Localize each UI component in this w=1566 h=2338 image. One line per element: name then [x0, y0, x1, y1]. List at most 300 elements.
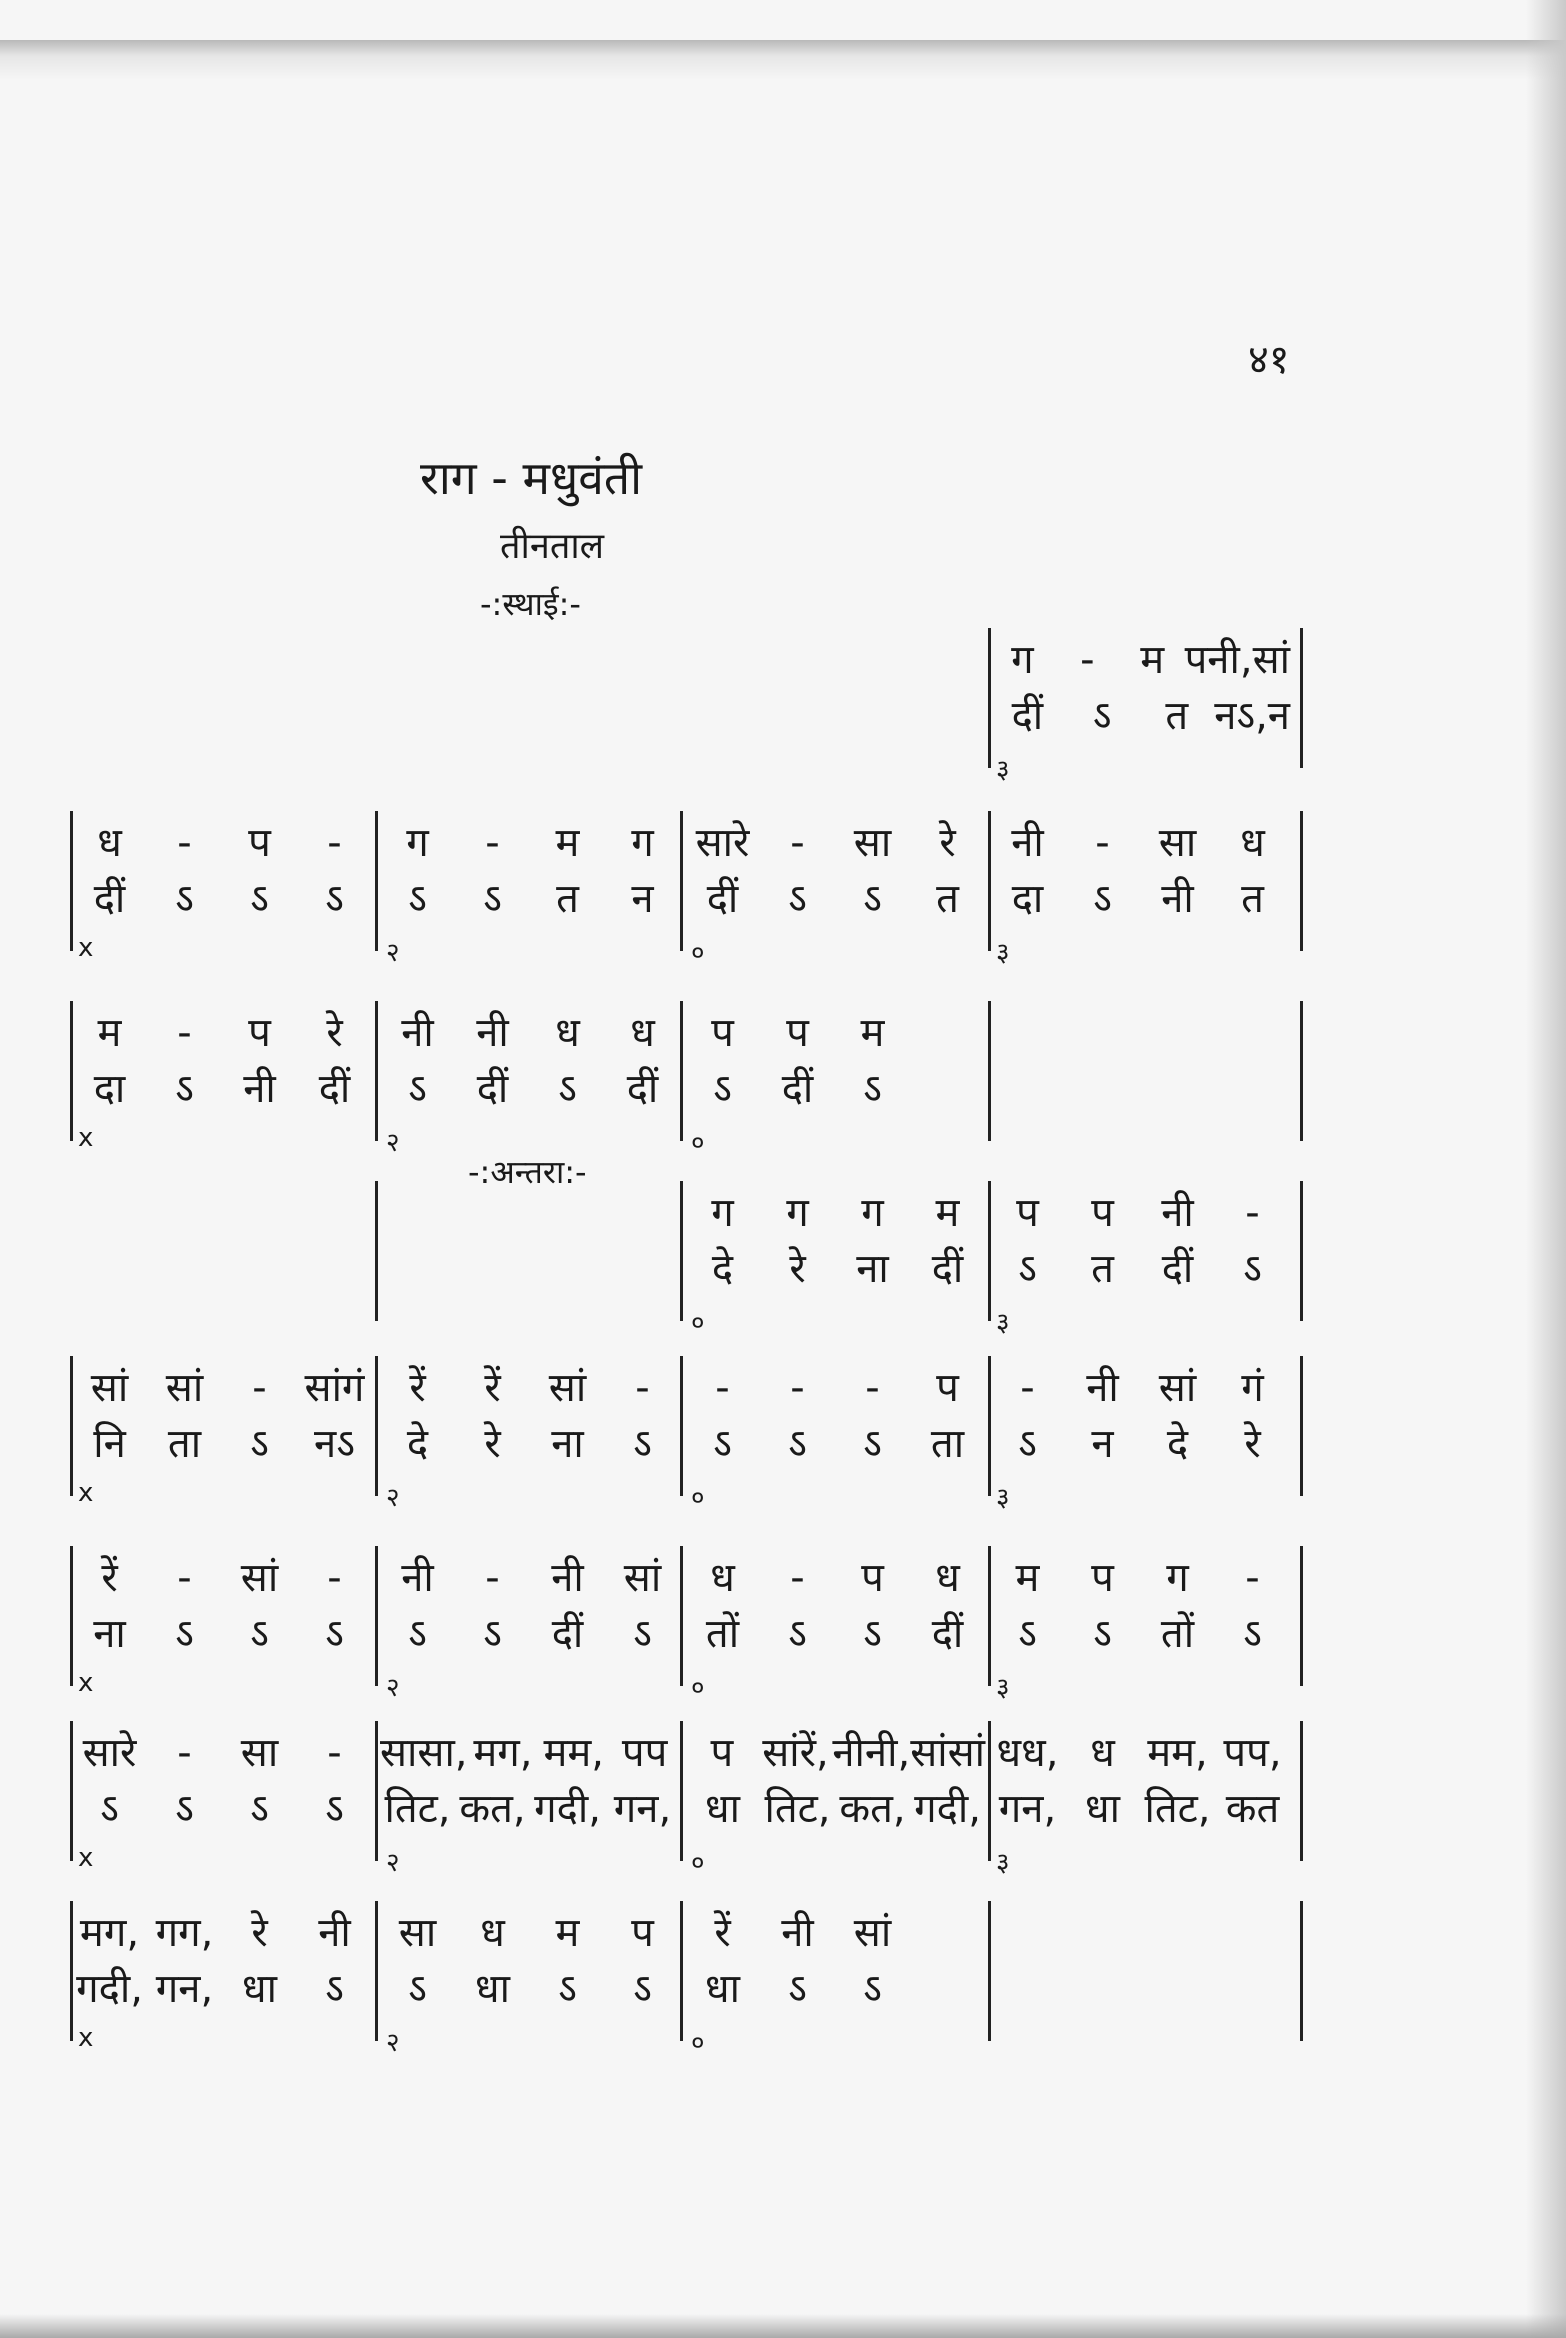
- swara-line: [990, 1550, 1290, 1606]
- swara-note: सांसां: [910, 1730, 985, 1776]
- taal-mark: ३: [996, 938, 1010, 968]
- vibhag-bar: [1300, 1181, 1303, 1321]
- bol-syllable: ऽ: [325, 1611, 344, 1657]
- vibhag-bar: [988, 1001, 991, 1141]
- bol-syllable: [380, 1241, 455, 1297]
- bol-syllable: [1215, 1061, 1290, 1117]
- swara-note: सां: [548, 1365, 587, 1411]
- bol-syllable: ऽ: [175, 876, 194, 922]
- swara-note: -: [327, 1730, 342, 1776]
- swara-note: रे: [939, 820, 956, 866]
- notation-cell: [685, 815, 985, 968]
- swara-note: -: [485, 1555, 500, 1601]
- notation-cell: [72, 1005, 372, 1153]
- bol-syllable: रे: [789, 1246, 806, 1292]
- vibhag-bar: [70, 811, 73, 951]
- scan-top-shadow: [0, 40, 1566, 80]
- taal-mark: ३: [996, 755, 1010, 785]
- notation-cell: [380, 1725, 680, 1878]
- notation-cell: [380, 1550, 680, 1703]
- bol-syllable: तिट,: [384, 1786, 451, 1832]
- bol-syllable: ना: [856, 1246, 889, 1292]
- swara-note: -: [327, 820, 342, 866]
- bol-line: [380, 1416, 680, 1472]
- bol-syllable: ऽ: [788, 876, 807, 922]
- vibhag-bar: [988, 1901, 991, 2041]
- swara-note: रे: [251, 1910, 268, 1956]
- swara-note: सा: [1158, 820, 1197, 866]
- swara-note: म: [935, 1190, 960, 1236]
- swara-line: [990, 1725, 1290, 1781]
- taal-mark: ०: [691, 938, 705, 968]
- swara-note: प: [1091, 1190, 1114, 1236]
- taal-mark: x: [78, 933, 94, 963]
- swara-note: -: [1245, 1190, 1260, 1236]
- swara-note: -: [177, 1555, 192, 1601]
- bol-line: [72, 871, 372, 927]
- bol-syllable: [990, 1961, 1065, 2017]
- bol-syllable: कत,: [459, 1786, 526, 1832]
- vibhag-bar: [375, 1001, 378, 1141]
- swara-note: रें: [409, 1365, 426, 1411]
- bol-line: [72, 1961, 372, 2017]
- bol-syllable: गन,: [998, 1786, 1057, 1832]
- swara-note: -: [635, 1365, 650, 1411]
- bol-syllable: ऽ: [250, 876, 269, 922]
- swara-note: गग,: [155, 1910, 214, 1956]
- bol-syllable: दीं: [1011, 693, 1044, 739]
- swara-note: ध: [480, 1910, 505, 1956]
- bol-syllable: ऽ: [483, 1611, 502, 1657]
- notation-cell: [685, 1550, 985, 1703]
- swara-note: रे: [326, 1010, 343, 1056]
- swara-note: सां: [90, 1365, 129, 1411]
- bol-syllable: दीं: [626, 1066, 659, 1112]
- bol-line: [990, 1781, 1290, 1837]
- swara-note: सारे: [82, 1730, 137, 1776]
- notation-cell: [380, 1905, 680, 2058]
- bol-syllable: ऽ: [325, 1966, 344, 2012]
- swara-line: [72, 1725, 372, 1781]
- swara-note: सारे: [695, 820, 750, 866]
- bol-syllable: ऽ: [1243, 1246, 1262, 1292]
- swara-line: [685, 1005, 985, 1061]
- bol-syllable: दा: [93, 1066, 126, 1112]
- vibhag-bar: [1300, 1546, 1303, 1686]
- swara-note: [147, 1185, 222, 1241]
- swara-note: सांरें,: [762, 1730, 829, 1776]
- taal-mark: २: [386, 1483, 400, 1513]
- swara-note: [380, 1185, 455, 1241]
- bol-syllable: त: [1091, 1246, 1114, 1292]
- bol-line: [990, 1061, 1290, 1117]
- bol-line: [72, 1061, 372, 1117]
- swara-line: [990, 1905, 1290, 1961]
- swara-line: [380, 815, 680, 871]
- taal-mark: २: [386, 2028, 400, 2058]
- bol-line: [990, 871, 1290, 927]
- vibhag-bar: [1300, 1901, 1303, 2041]
- swara-note: मम,: [1147, 1730, 1208, 1776]
- bol-syllable: [605, 1241, 680, 1297]
- bol-syllable: ऽ: [558, 1966, 577, 2012]
- taal-mark: ३: [996, 1308, 1010, 1338]
- swara-note: [605, 1185, 680, 1241]
- swara-note: -: [790, 820, 805, 866]
- vibhag-bar: [1300, 811, 1303, 951]
- swara-note: [1215, 1005, 1290, 1061]
- notation-cell: [72, 1725, 372, 1873]
- notation-cell: [685, 1905, 985, 2058]
- swara-note: -: [1245, 1555, 1260, 1601]
- bol-syllable: [147, 1241, 222, 1297]
- swara-note: -: [715, 1365, 730, 1411]
- bol-syllable: तों: [1160, 1611, 1195, 1657]
- bol-syllable: ऽ: [863, 1966, 882, 2012]
- swara-line: [990, 815, 1290, 871]
- notation-cell: [72, 1185, 372, 1297]
- bol-syllable: ऽ: [1018, 1611, 1037, 1657]
- swara-note: नीनी,: [832, 1730, 911, 1776]
- swara-note: रें: [101, 1555, 118, 1601]
- swara-note: [990, 1905, 1065, 1961]
- bol-syllable: रे: [1244, 1421, 1261, 1467]
- bol-syllable: दीं: [1161, 1246, 1194, 1292]
- bol-syllable: ऽ: [1092, 693, 1112, 739]
- notation-cell: [72, 1905, 372, 2053]
- swara-note: नी: [781, 1910, 814, 1956]
- antara-heading: -:अन्तरा:-: [468, 1153, 587, 1191]
- bol-syllable: तिट,: [764, 1786, 831, 1832]
- swara-note: प: [786, 1010, 809, 1056]
- bol-syllable: [1140, 1961, 1215, 2017]
- bol-syllable: ऽ: [863, 876, 882, 922]
- bol-syllable: ऽ: [713, 1421, 732, 1467]
- taal-mark: ०: [691, 1308, 705, 1338]
- bol-syllable: धा: [1085, 1786, 1120, 1832]
- bol-syllable: ऽ: [325, 876, 344, 922]
- bol-syllable: गदी,: [534, 1786, 601, 1832]
- swara-note: ध: [97, 820, 122, 866]
- swara-note: प: [710, 1730, 734, 1776]
- swara-note: म: [860, 1010, 885, 1056]
- bol-syllable: धा: [475, 1966, 510, 2012]
- swara-note: ध: [555, 1010, 580, 1056]
- bol-line: [685, 1241, 985, 1297]
- bol-syllable: दीं: [476, 1066, 509, 1112]
- swara-line: [380, 1725, 680, 1781]
- notation-cell: [990, 632, 1290, 785]
- notation-cell: [685, 1005, 985, 1158]
- vibhag-bar: [70, 1546, 73, 1686]
- bol-syllable: ऽ: [408, 1066, 427, 1112]
- bol-syllable: नी: [243, 1066, 276, 1112]
- swara-note: [1065, 1905, 1140, 1961]
- bol-syllable: ऽ: [788, 1421, 807, 1467]
- swara-note: -: [177, 1010, 192, 1056]
- taal-mark: २: [386, 1673, 400, 1703]
- swara-note: म: [1140, 637, 1165, 683]
- bol-line: [990, 1961, 1290, 2017]
- swara-note: [222, 1185, 297, 1241]
- vibhag-bar: [375, 1901, 378, 2041]
- notation-cell: [72, 815, 372, 963]
- swara-note: प: [631, 1910, 654, 1956]
- notation-cell: [990, 1550, 1290, 1703]
- notation-cell: [990, 1185, 1290, 1338]
- notation-cell: [380, 1005, 680, 1158]
- swara-note: -: [177, 1730, 192, 1776]
- notation-cell: [380, 1185, 680, 1297]
- notation-cell: [72, 1360, 372, 1508]
- sthayi-heading: -:स्थाई:-: [480, 585, 581, 623]
- bol-syllable: ऽ: [1018, 1421, 1037, 1467]
- swara-note: ध: [630, 1010, 655, 1056]
- bol-syllable: ऽ: [558, 1066, 577, 1112]
- bol-syllable: त: [1241, 876, 1264, 922]
- swara-note: नी: [1011, 820, 1044, 866]
- swara-line: [990, 632, 1290, 688]
- bol-syllable: ऽ: [863, 1421, 882, 1467]
- swara-note: नी: [401, 1010, 434, 1056]
- vibhag-bar: [680, 1721, 683, 1861]
- notation-cell: [685, 1185, 985, 1338]
- swara-note: -: [485, 820, 500, 866]
- bol-syllable: ऽ: [713, 1066, 732, 1112]
- bol-syllable: ऽ: [408, 1966, 427, 2012]
- vibhag-bar: [70, 1356, 73, 1496]
- bol-syllable: गदी,: [76, 1966, 143, 2012]
- bol-syllable: दीं: [551, 1611, 584, 1657]
- bol-line: [685, 1961, 985, 2017]
- taal-mark: २: [386, 1128, 400, 1158]
- swara-line: [685, 1185, 985, 1241]
- swara-note: म: [1015, 1555, 1040, 1601]
- swara-line: [72, 1905, 372, 1961]
- swara-note: नी: [401, 1555, 434, 1601]
- swara-note: [297, 1185, 372, 1241]
- swara-note: गं: [1241, 1365, 1264, 1411]
- bol-syllable: [910, 1961, 985, 2017]
- swara-line: [685, 1905, 985, 1961]
- swara-note: पप: [621, 1730, 668, 1776]
- swara-note: रें: [714, 1910, 731, 1956]
- bol-syllable: [530, 1241, 605, 1297]
- vibhag-bar: [375, 1356, 378, 1496]
- swara-note: म: [555, 1910, 580, 1956]
- page-number: ४१: [1248, 337, 1290, 383]
- bol-syllable: दे: [1166, 1421, 1189, 1467]
- swara-line: [685, 1725, 985, 1781]
- vibhag-bar: [1300, 1001, 1303, 1141]
- taal-mark: x: [78, 2023, 94, 2053]
- swara-note: नी: [1161, 1190, 1194, 1236]
- swara-note: ग: [406, 820, 429, 866]
- vibhag-bar: [1300, 1721, 1303, 1861]
- taal-mark: ०: [691, 1848, 705, 1878]
- vibhag-bar: [988, 811, 991, 951]
- vibhag-bar: [375, 811, 378, 951]
- notation-cell: [990, 1725, 1290, 1878]
- swara-note: प: [1091, 1555, 1114, 1601]
- taal-name: तीनताल: [500, 526, 605, 567]
- bol-syllable: दीं: [318, 1066, 351, 1112]
- bol-line: [72, 1416, 372, 1472]
- swara-note: सां: [1158, 1365, 1197, 1411]
- swara-note: सा: [398, 1910, 437, 1956]
- swara-note: नी: [1086, 1365, 1119, 1411]
- vibhag-bar: [680, 811, 683, 951]
- vibhag-bar: [988, 1181, 991, 1321]
- bol-syllable: त: [1165, 693, 1189, 739]
- swara-note: धध,: [996, 1730, 1059, 1776]
- taal-mark: ०: [691, 1673, 705, 1703]
- taal-mark: ०: [691, 1483, 705, 1513]
- bol-syllable: ना: [551, 1421, 584, 1467]
- notation-cell: [990, 1905, 1290, 2017]
- swara-note: [1140, 1905, 1215, 1961]
- swara-line: [72, 815, 372, 871]
- bol-syllable: धा: [705, 1786, 740, 1832]
- swara-note: [455, 1185, 530, 1241]
- bol-line: [72, 1606, 372, 1662]
- bol-syllable: [72, 1241, 147, 1297]
- bol-syllable: कत: [1225, 1786, 1280, 1832]
- raga-title: राग - मधुवंती: [420, 451, 642, 505]
- bol-line: [72, 1241, 372, 1297]
- swara-line: [685, 815, 985, 871]
- bol-syllable: ता: [167, 1421, 202, 1467]
- bol-syllable: ऽ: [483, 876, 502, 922]
- swara-note: पप,: [1223, 1730, 1282, 1776]
- swara-note: -: [790, 1555, 805, 1601]
- bol-syllable: दीं: [781, 1066, 814, 1112]
- bol-syllable: [455, 1241, 530, 1297]
- bol-syllable: ऽ: [863, 1066, 882, 1112]
- bol-syllable: न: [1091, 1421, 1114, 1467]
- bol-syllable: तिट,: [1144, 1786, 1211, 1832]
- bol-syllable: त: [936, 876, 959, 922]
- bol-line: [685, 1606, 985, 1662]
- vibhag-bar: [1300, 628, 1303, 768]
- taal-mark: ३: [996, 1848, 1010, 1878]
- notation-cell: [990, 815, 1290, 968]
- taal-mark: x: [78, 1123, 94, 1153]
- bol-syllable: दीं: [706, 876, 739, 922]
- swara-note: सां: [240, 1555, 279, 1601]
- notation-cell: [990, 1005, 1290, 1117]
- swara-note: प: [248, 1010, 271, 1056]
- swara-line: [990, 1185, 1290, 1241]
- bol-syllable: [1140, 1061, 1215, 1117]
- swara-note: रें: [484, 1365, 501, 1411]
- bol-syllable: ऽ: [408, 1611, 427, 1657]
- vibhag-bar: [70, 1721, 73, 1861]
- swara-note: सांगं: [304, 1365, 365, 1411]
- notation-cell: [685, 1725, 985, 1878]
- swara-note: [910, 1905, 985, 1961]
- bol-syllable: ऽ: [633, 1966, 652, 2012]
- bol-line: [685, 871, 985, 927]
- taal-mark: ०: [691, 1128, 705, 1158]
- notation-cell: [685, 1360, 985, 1513]
- taal-mark: x: [78, 1668, 94, 1698]
- swara-line: [380, 1185, 680, 1241]
- bol-syllable: ऽ: [863, 1611, 882, 1657]
- bol-syllable: गन,: [155, 1966, 214, 2012]
- bol-syllable: [910, 1061, 985, 1117]
- bol-line: [380, 871, 680, 927]
- vibhag-bar: [988, 1546, 991, 1686]
- swara-note: ग: [711, 1190, 734, 1236]
- swara-note: प: [711, 1010, 734, 1056]
- taal-mark: २: [386, 938, 400, 968]
- bol-syllable: त: [556, 876, 579, 922]
- vibhag-bar: [375, 1546, 378, 1686]
- vibhag-bar: [680, 1356, 683, 1496]
- swara-note: [1065, 1005, 1140, 1061]
- swara-note: -: [865, 1365, 880, 1411]
- swara-note: नी: [318, 1910, 351, 1956]
- swara-line: [685, 1360, 985, 1416]
- taal-mark: x: [78, 1478, 94, 1508]
- bol-syllable: ऽ: [633, 1611, 652, 1657]
- bol-line: [990, 688, 1290, 744]
- bol-syllable: ऽ: [788, 1611, 807, 1657]
- vibhag-bar: [680, 1546, 683, 1686]
- bol-syllable: ऽ: [633, 1421, 652, 1467]
- swara-line: [72, 1360, 372, 1416]
- swara-note: म: [97, 1010, 122, 1056]
- bol-syllable: धा: [705, 1966, 740, 2012]
- swara-note: सां: [165, 1365, 204, 1411]
- vibhag-bar: [1300, 1356, 1303, 1496]
- vibhag-bar: [988, 628, 991, 768]
- taal-mark: ३: [996, 1483, 1010, 1513]
- swara-note: ग: [1011, 637, 1034, 683]
- swara-line: [72, 1550, 372, 1606]
- vibhag-bar: [988, 1721, 991, 1861]
- swara-note: [910, 1005, 985, 1061]
- scan-bottom-shadow: [0, 2314, 1566, 2338]
- swara-note: म: [555, 820, 580, 866]
- swara-line: [380, 1360, 680, 1416]
- bol-syllable: ऽ: [175, 1786, 194, 1832]
- bol-syllable: [222, 1241, 297, 1297]
- swara-note: ध: [935, 1555, 960, 1601]
- bol-syllable: [1215, 1961, 1290, 2017]
- swara-line: [990, 1360, 1290, 1416]
- bol-line: [685, 1781, 985, 1837]
- swara-note: -: [177, 820, 192, 866]
- bol-line: [990, 1416, 1290, 1472]
- vibhag-bar: [70, 1001, 73, 1141]
- swara-line: [990, 1005, 1290, 1061]
- vibhag-bar: [680, 1181, 683, 1321]
- swara-note: ध: [710, 1555, 735, 1601]
- swara-note: -: [252, 1365, 267, 1411]
- swara-note: मग,: [79, 1910, 140, 1956]
- bol-syllable: ऽ: [1093, 876, 1112, 922]
- swara-note: [1140, 1005, 1215, 1061]
- swara-note: -: [327, 1555, 342, 1601]
- vibhag-bar: [680, 1001, 683, 1141]
- bol-syllable: न: [631, 876, 654, 922]
- swara-note: -: [1080, 637, 1095, 683]
- bol-syllable: ऽ: [788, 1966, 807, 2012]
- bol-syllable: दीं: [931, 1611, 964, 1657]
- bol-syllable: ऽ: [250, 1786, 269, 1832]
